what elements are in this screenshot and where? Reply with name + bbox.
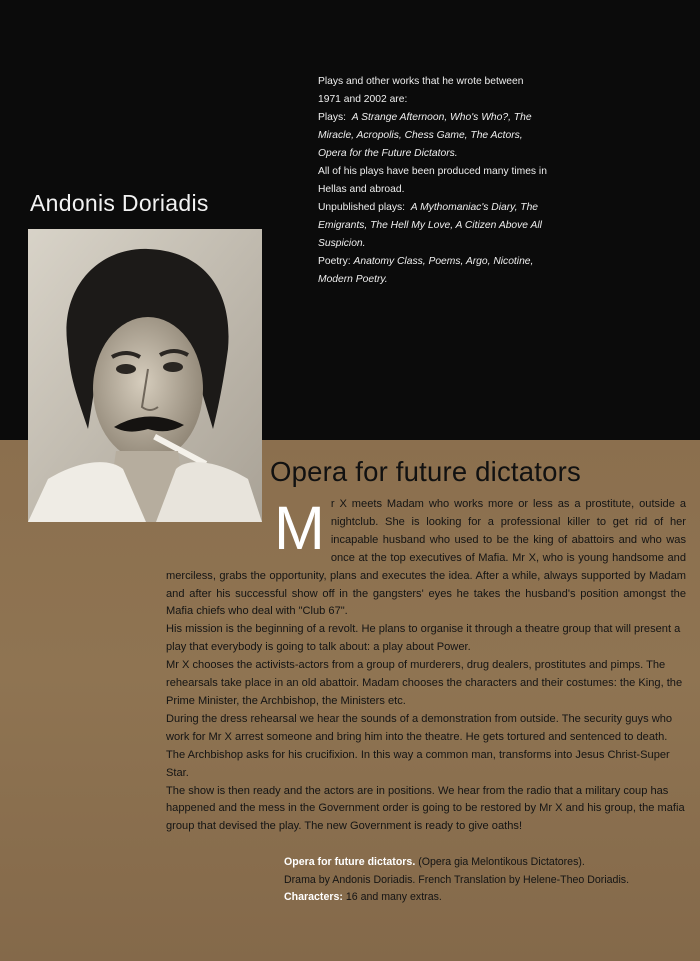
works-list (318, 73, 548, 289)
author-portrait-photo (28, 229, 262, 522)
credits-title: Opera for future dictators. (284, 856, 416, 868)
plays-list: A Strange Afternoon, Who's Who?, The Miracle, Acropolis, Chess Game, The Actors, (318, 112, 532, 141)
credits-title-line (284, 854, 694, 872)
paragraph-4: During the dress rehearsal we hear the sounds of a demonstration from outside. The security guys who work for Mr X arrest someone and bring him into the theatre. He gets tortured and sentenced to death. The Archbishop asks for his crucifixion. In this way a common man, transforms into Jesus Christ-Super Star. (166, 712, 673, 779)
characters-label: Characters: (284, 891, 343, 903)
works-poetry (318, 253, 548, 289)
article-title: Opera for future dictators (270, 456, 581, 487)
poetry-list: Anatomy Class, Poems, Argo, Nicotine, Modern Poetry. (318, 256, 534, 285)
paragraph-5: The show is then ready and the actors are in positions. We hear from the radio that a military coup has happened and the mess in the Government order is going to be restored by Mr X and his group, the mafia group that devised the play. The new Government is ready to give oaths! (166, 784, 685, 833)
paragraph-1 (166, 496, 686, 621)
works-intro: Plays and other works that he wrote between 1971 and 2002 are: (318, 76, 524, 105)
unpublished-list: A Mythomaniac's Diary, The Emigrants, The Hell My Love, A Citizen Above All Suspicion. (318, 202, 542, 249)
paragraph-1-text: r X meets Madam who works more or less as a prostitute, outside a nightclub. She is looking for a professional killer to get rid of her incapable husband who used to be the king of abattoirs and who was once at the top executives of Mafia. Mr X, who is young handsome and merciless, grabs the opportunity, plans and executes the idea. After a while, always supported by Madam and after his successful show off in the gangsters' eyes he takes the husband's position amongst the Mafia chiefs who deal with "Club 67". (166, 498, 686, 618)
article-body (166, 496, 686, 836)
plays-list-cont: Opera for the Future Dictators. (318, 148, 458, 159)
credits-title-rest: (Opera gia Melontikous Dictatores). (418, 856, 585, 868)
paragraph-2: His mission is the beginning of a revolt. He plans to organise it through a theatre group that will present a play that everybody is going to talk about: a play about Power. (166, 623, 681, 654)
plays-label: Plays: (318, 112, 347, 123)
paragraph-3: Mr X chooses the activists-actors from a group of murderers, drug dealers, prostitutes and pimps. The rehearsals take place in an old abattoir. Madam chooses the characters and their costumes: the King, the Prime Minister, the Archbishop, the Ministers etc. (166, 659, 683, 707)
works-plays (318, 109, 548, 145)
unpublished-label: Unpublished plays: (318, 202, 406, 213)
works-unpublished (318, 199, 548, 253)
drop-cap: M (274, 494, 325, 562)
credits-author-line: Drama by Andonis Doriadis. French Translation by Helene-Theo Doriadis. (284, 873, 630, 886)
credits-block (284, 854, 694, 907)
poetry-label: Poetry: (318, 256, 351, 267)
works-produced: All of his plays have been produced many times in Hellas and abroad. (318, 166, 547, 195)
author-name: Andonis Doriadis (30, 190, 209, 216)
credits-characters-line (284, 889, 694, 907)
characters-value: 16 and many extras. (345, 891, 442, 903)
portrait-image (28, 229, 262, 522)
